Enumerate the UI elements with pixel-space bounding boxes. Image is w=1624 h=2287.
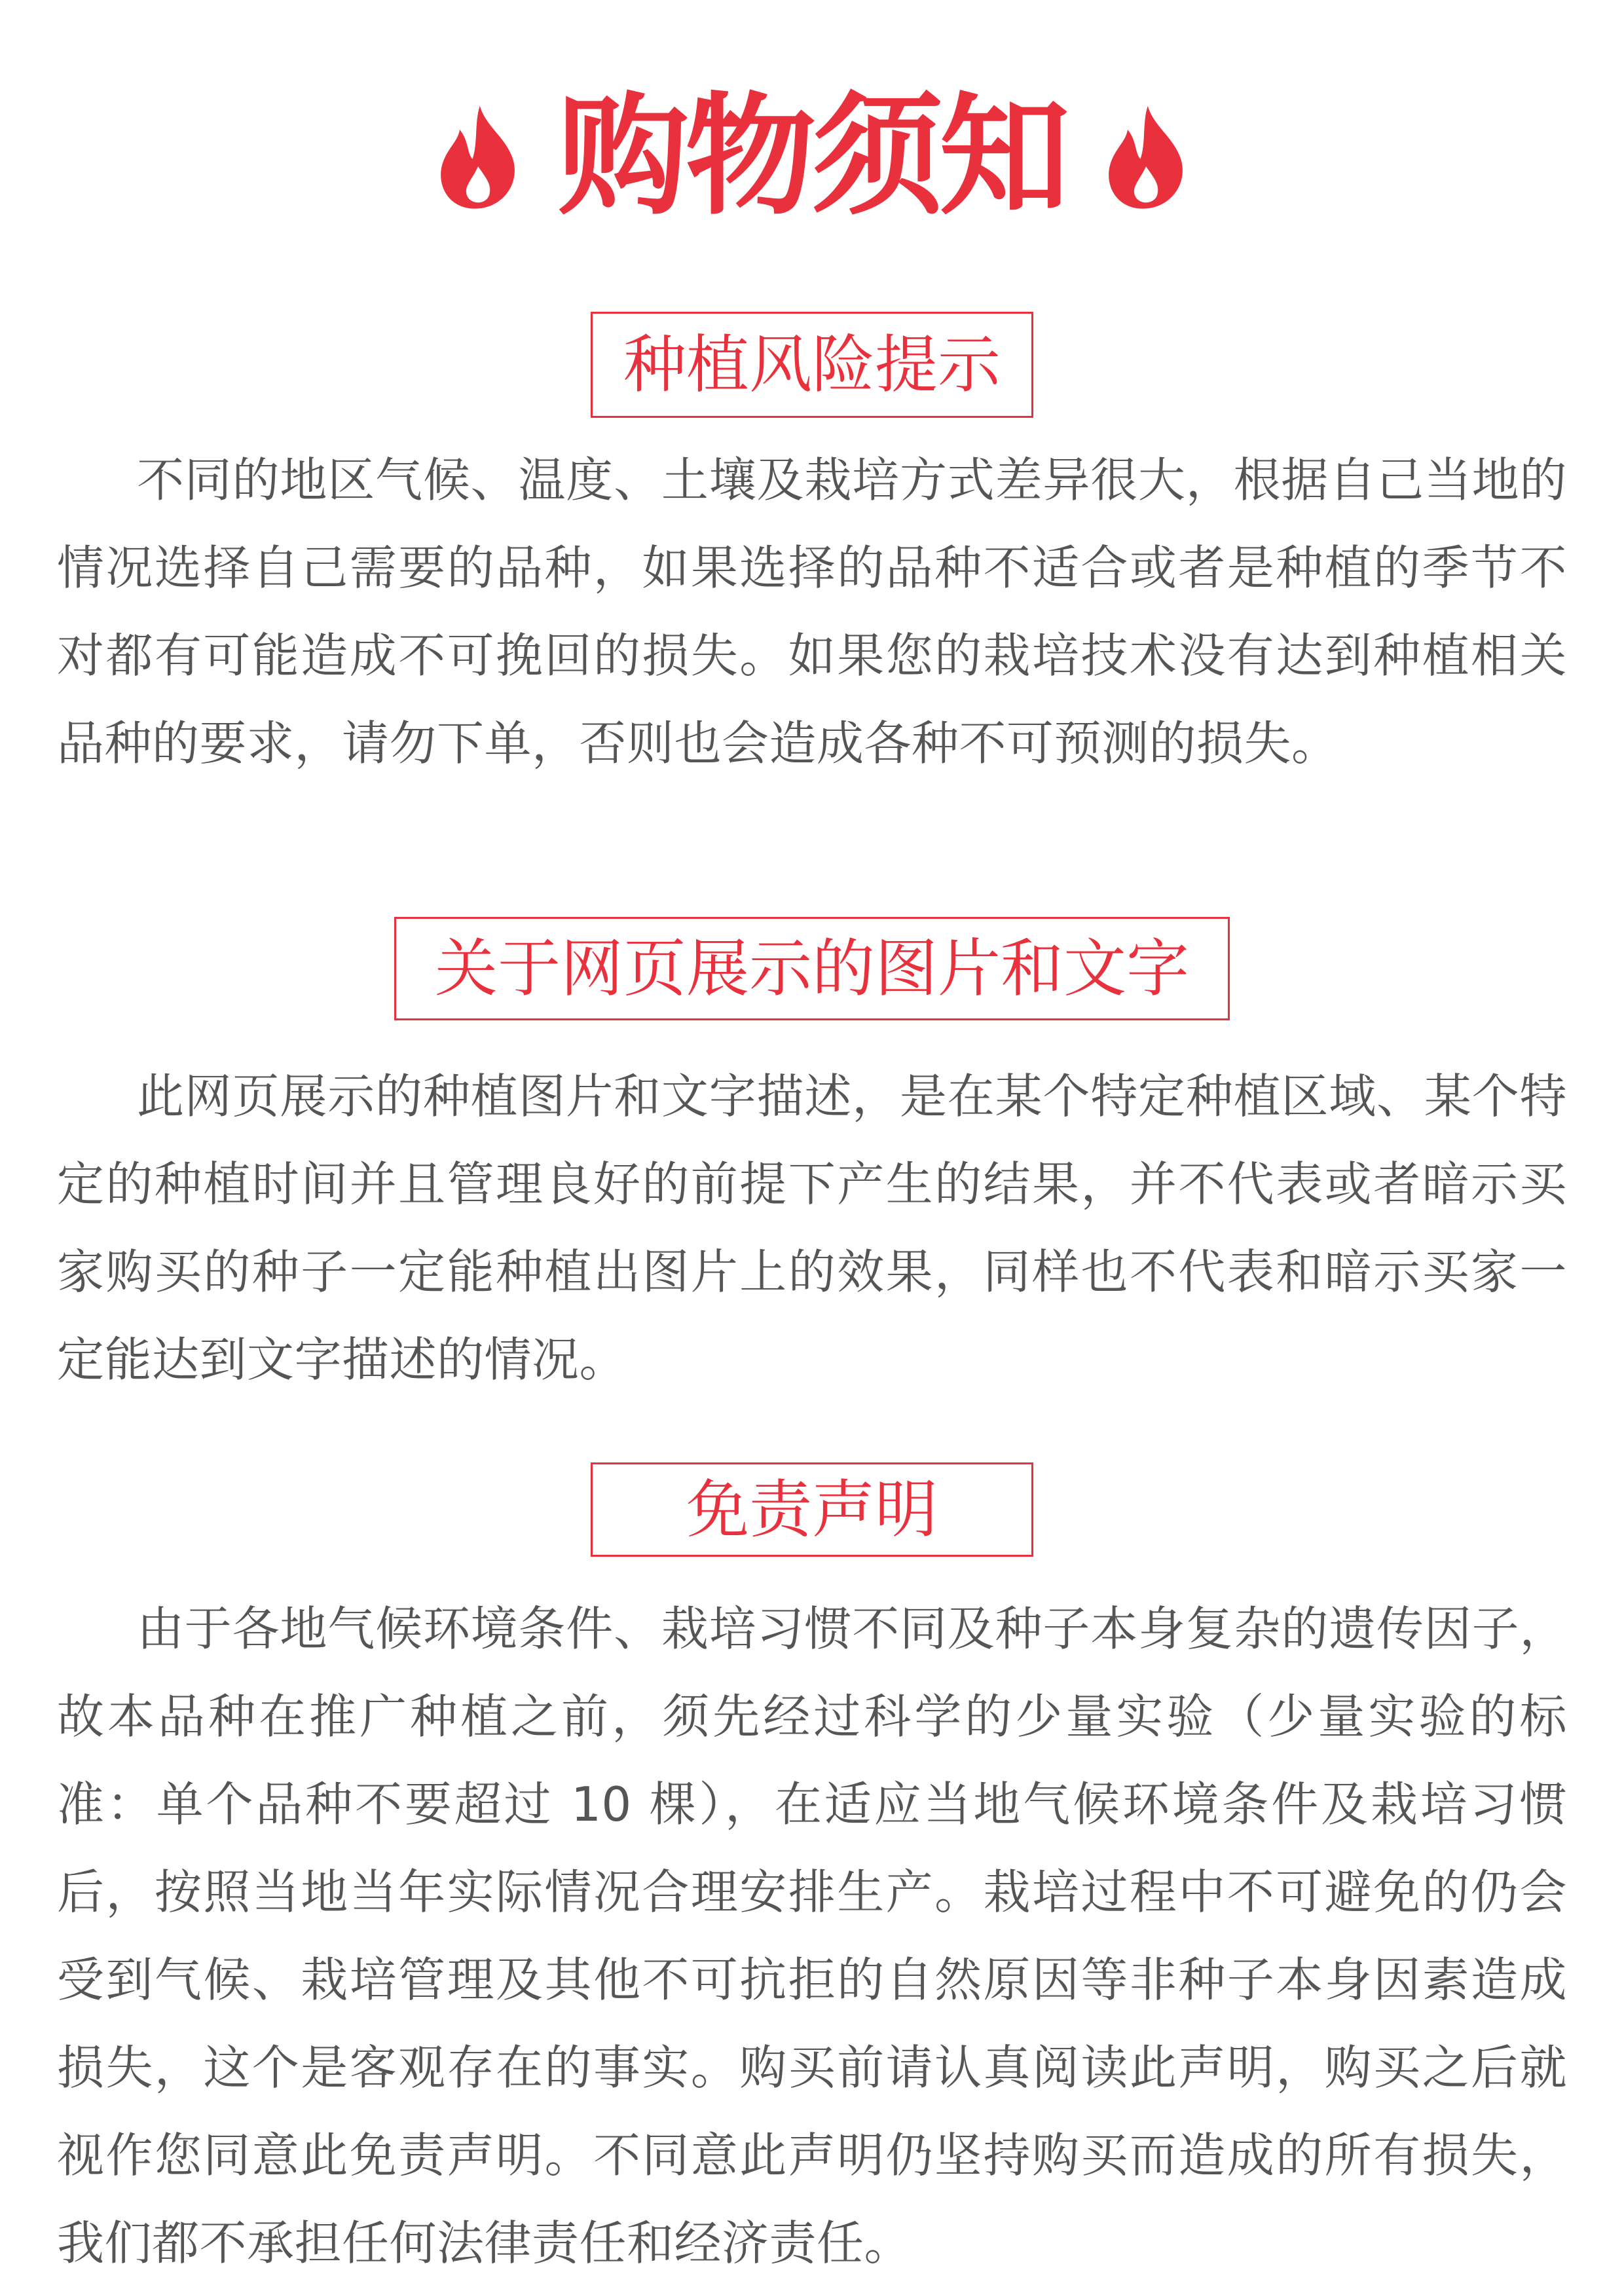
section-body-images-and-text: 此网页展示的种植图片和文字描述，是在某个特定种植区域、某个特定的种植时间并且管理良好的前提下产生的结果，并不代表或者暗示买家购买的种子一定能种植出图片上的效果，同样也不代表和暗示买家一定能达到文字描述的情况。 xyxy=(57,1069,1567,1387)
page-title: 购物须知 xyxy=(557,81,1066,233)
section-body-disclaimer: 由于各地气候环境条件、栽培习惯不同及种子本身复杂的遗传因子，故本品种在推广种植之前，须先经过科学的少量实验（少量实验的标准：单个品种不要超过 10 棵），在适应当地气候环境条件及栽培习惯后，按照当地当年实际情况合理安排生产。栽培过程中不可避免的仍会受到气候、栽培管理及其他不可抗拒的自然原因等非种子本身因素造成损失，这个是客观存在的事实。购买前请认真阅读此声明，购买之后就视作您同意此免责声明。不同意此声明仍坚持购买而造成的所有损失，我们都不承担任何法律责任和经济责任。 xyxy=(57,1601,1567,2271)
section-title-box-planting-risk xyxy=(591,312,1033,418)
flame-icon xyxy=(432,102,524,213)
section-title-planting-risk: 种植风险提示 xyxy=(623,328,1001,401)
section-body-planting-risk: 不同的地区气候、温度、土壤及栽培方式差异很大，根据自己当地的情况选择自己需要的品种，如果选择的品种不适合或者是种植的季节不对都有可能造成不可挽回的损失。如果您的栽培技术没有达到种植相关品种的要求，请勿下单，否则也会造成各种不可预测的损失。 xyxy=(57,453,1567,771)
page-header xyxy=(0,79,1624,236)
section-title-disclaimer: 免责声明 xyxy=(686,1473,938,1546)
section-title-box-images-and-text xyxy=(394,917,1230,1020)
section-title-images-and-text: 关于网页展示的图片和文字 xyxy=(435,932,1189,1005)
flame-icon xyxy=(1100,102,1192,213)
section-title-box-disclaimer xyxy=(591,1462,1033,1557)
